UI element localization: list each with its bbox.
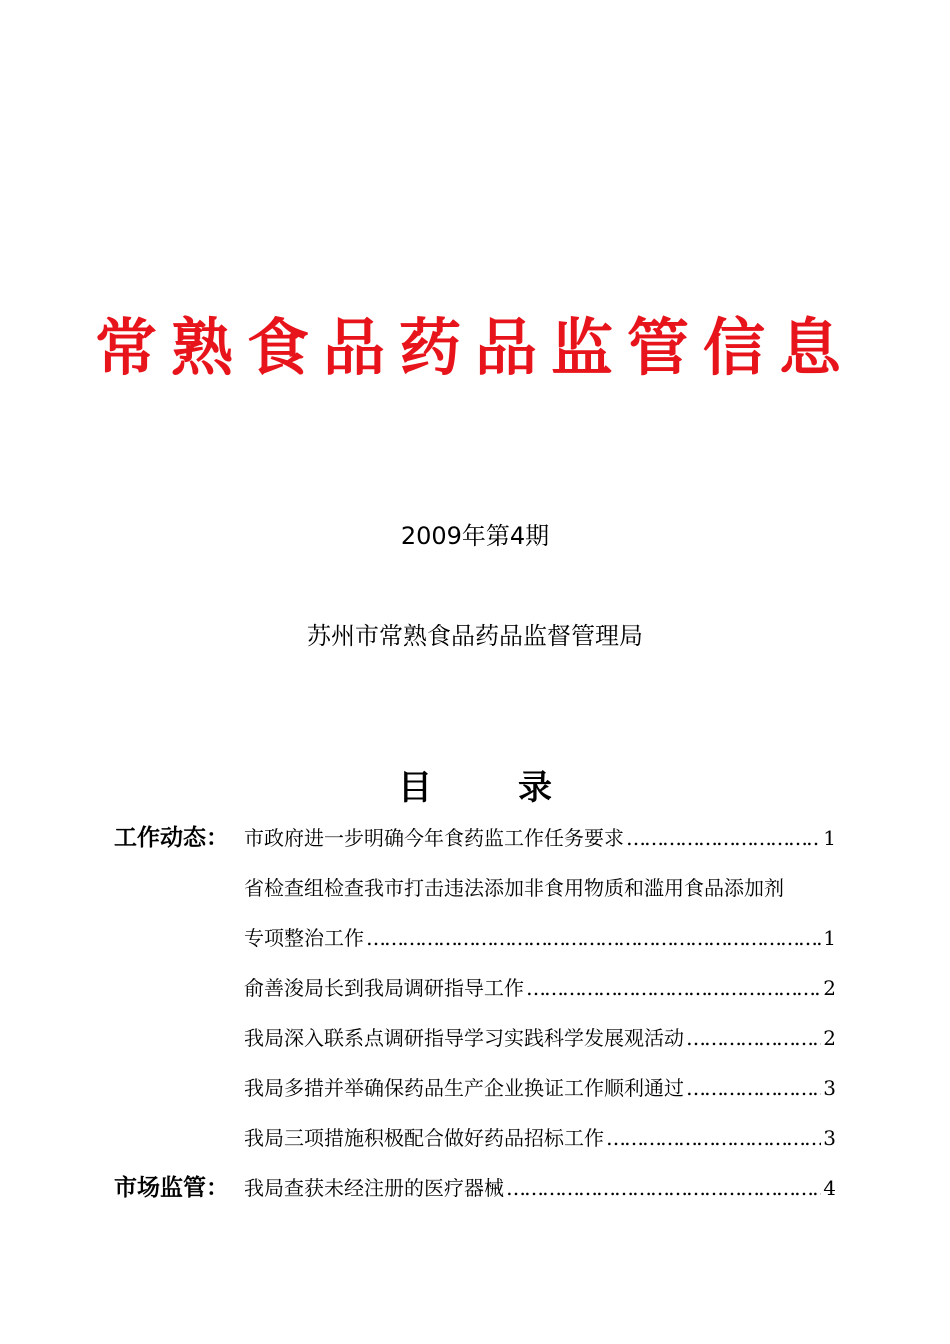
toc-category: 工作动态： <box>114 825 229 851</box>
toc-leader <box>684 1017 821 1059</box>
toc-entry-page: 2 <box>823 976 836 1000</box>
toc-heading-left: 目 <box>398 768 432 808</box>
toc-entry-title: 专项整治工作 <box>244 926 364 950</box>
toc-entry[interactable] <box>244 1067 836 1109</box>
toc-entry-page: 1 <box>823 926 836 950</box>
toc-entry-page: 3 <box>823 1126 836 1150</box>
toc-entry-page: 1 <box>823 826 836 850</box>
toc-row[interactable] <box>0 867 950 917</box>
toc-leader <box>604 1117 821 1159</box>
toc-category: 市场监管： <box>114 1175 229 1201</box>
toc-entry-title: 我局深入联系点调研指导学习实践科学发展观活动 <box>244 1026 684 1050</box>
toc-row[interactable] <box>0 967 950 1017</box>
toc-row[interactable] <box>0 1117 950 1167</box>
toc-entry-title: 我局三项措施积极配合做好药品招标工作 <box>244 1126 604 1150</box>
masthead-title: 常熟食品药品监管信息 <box>94 311 855 384</box>
toc-entry[interactable] <box>244 817 836 859</box>
toc-entry[interactable] <box>244 867 864 909</box>
toc-entry-title: 省检查组检查我市打击违法添加非食用物质和滥用食品添加剂 <box>244 876 784 900</box>
toc-row[interactable] <box>0 1067 950 1117</box>
toc-heading-right: 录 <box>518 768 552 808</box>
toc-entry-page: 3 <box>823 1076 836 1100</box>
toc-entry[interactable] <box>244 917 836 959</box>
toc-leader <box>684 1067 821 1109</box>
toc-entry[interactable] <box>244 967 836 1009</box>
table-of-contents <box>0 817 950 1217</box>
toc-entry-page: 4 <box>823 1176 836 1200</box>
toc-leader <box>624 817 821 859</box>
toc-heading <box>0 766 950 810</box>
toc-leader <box>504 1167 821 1209</box>
toc-leader <box>524 967 821 1009</box>
toc-entry-title: 市政府进一步明确今年食药监工作任务要求 <box>244 826 624 850</box>
toc-entry-title: 我局查获未经注册的医疗器械 <box>244 1176 504 1200</box>
toc-row[interactable] <box>0 917 950 967</box>
toc-leader <box>364 917 821 959</box>
toc-entry-title: 我局多措并举确保药品生产企业换证工作顺利通过 <box>244 1076 684 1100</box>
toc-entry-page: 2 <box>823 1026 836 1050</box>
toc-entry[interactable] <box>244 1017 836 1059</box>
toc-row[interactable] <box>0 1167 950 1217</box>
issue-number: 2009年第4期 <box>400 522 550 550</box>
publisher-name: 苏州市常熟食品药品监督管理局 <box>307 622 643 650</box>
toc-row[interactable] <box>0 817 950 867</box>
toc-entry[interactable] <box>244 1167 836 1209</box>
toc-entry-title: 俞善浚局长到我局调研指导工作 <box>244 976 524 1000</box>
toc-entry[interactable] <box>244 1117 836 1159</box>
toc-row[interactable] <box>0 1017 950 1067</box>
